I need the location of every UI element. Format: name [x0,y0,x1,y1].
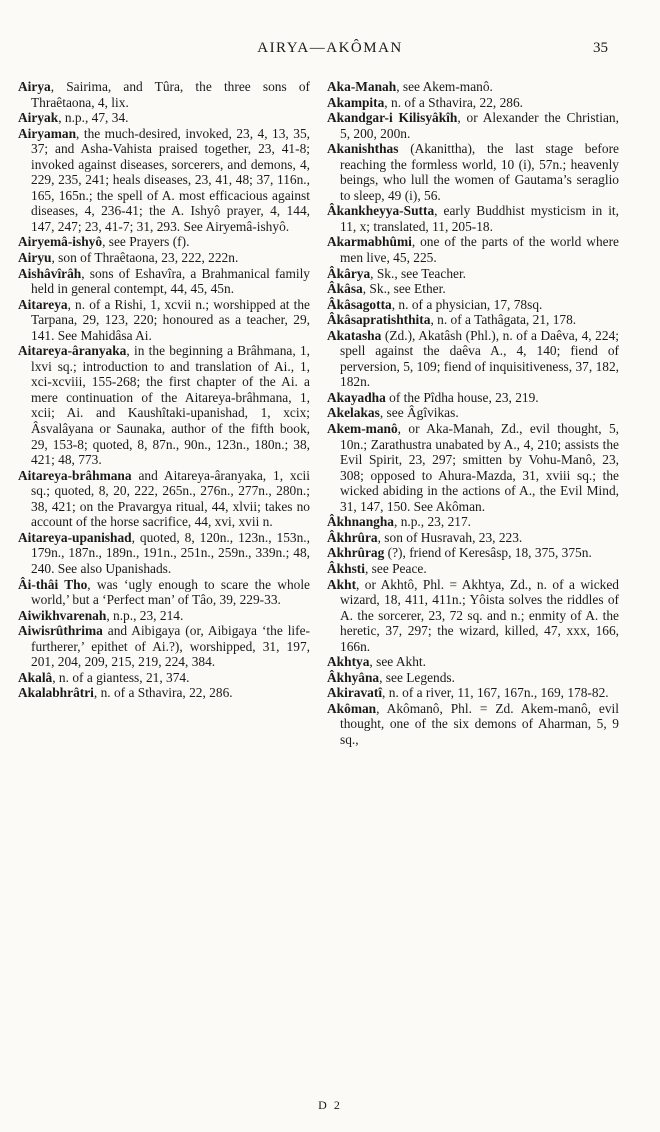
entry-headword: Âkâsa [327,281,363,297]
entry-headword: Âi-thâi Tho [18,576,88,592]
entry-headword: Âkârya [327,265,371,281]
entry-text: , n.p., 23, 217. [394,514,471,530]
entry-headword: Aishâvîrâh [18,265,82,281]
entry-text: , n. of a river, 11, 167, 167n., 169, 178-82. [382,685,609,701]
index-entry [18,250,310,266]
entry-headword: Akalâ [18,669,53,685]
entry-headword: Âkankheyya-Sutta [327,203,435,219]
entry-headword: Aitareya-âranyaka [18,343,127,359]
entry-text: , or Alexander the Christian, 5, 200, 200n. [340,110,619,141]
entry-text: , n.p., 47, 34. [58,110,129,126]
index-entry [327,390,619,406]
entry-headword: Akht [327,576,357,592]
entry-text: , n. of a Tathâgata, 21, 178. [430,312,577,328]
entry-headword: Akhtya [327,654,370,670]
index-entry [327,561,619,577]
entry-headword: Aka-Manah [327,79,397,94]
entry-headword: Âkhnangha [327,514,394,530]
entry-text: , Sk., see Teacher. [370,265,467,281]
entry-text: , son of Thraêtaona, 23, 222, 222n. [51,250,239,266]
entry-text: , one of the parts of the world where men live, 45, 225. [340,234,619,266]
entry-text: , Sk., see Ether. [362,281,446,297]
index-entry [327,95,619,111]
entry-text: , n. of a Rishi, 1, xcvii n.; worshipped at the Tarpana, 29, 123, 220; honoured as a teacher, 29, 141. See Mahidâsa Ai. [31,296,310,343]
entry-text: , quoted, 8, 120n., 123n., 153n., 179n., 187n., 189n., 191n., 251n., 259n., 339n.; 48, 240. See also Upanishads. [31,529,310,576]
index-entry [327,141,619,203]
entry-text: , see Peace. [364,560,427,576]
entry-headword: Airyemâ-ishyô [18,234,103,250]
entry-text: , son of Husravah, 23, 223. [377,529,523,545]
index-entry [327,266,619,282]
left-column [18,79,310,701]
entry-headword: Âkhsti [327,560,365,576]
page-number: 35 [593,40,608,56]
entry-text: (Zd.), Akatâsh (Phl.), n. of a Daêva, 4, 224; spell against the daêva A., 4, 140; fiend of perversion, 5, 109; fiend of inquisitiveness, 37, 182, 182n. [340,327,619,390]
index-entry [327,701,619,748]
entry-headword: Akalabhrâtri [18,685,94,701]
index-entry [327,577,619,655]
entry-headword: Aitareya-brâhmana [18,467,132,483]
entry-text: (Akanittha), the last stage before reaching the formless world, 10 (i), 57n.; heavenly beings, who lull the women of Gautama’s seraglio to sleep, 49 (i), 56. [340,141,619,203]
index-entry [327,328,619,390]
entry-headword: Akanishthas [327,141,399,157]
entry-text: , see Âgîvikas. [379,405,459,421]
entry-headword: Âkâsapratishthita [327,312,431,328]
entry-headword: Aitareya [18,296,68,312]
entry-text: , sons of Eshavîra, a Brahmanical family held in general contempt, 44, 45, 45n. [31,265,310,297]
right-column [327,79,619,748]
index-entry [327,421,619,514]
entry-text: , n. of a Sthavira, 22, 286. [93,685,233,701]
entry-headword: Âkhrûra [327,529,378,545]
entry-text: , n. of a giantess, 21, 374. [52,669,190,685]
entry-text: and Aitareya-âranyaka, 1, xcii sq.; quoted, 8, 20, 222, 265n., 276n., 277n., 280n.; 38, 421; on the Pravargya ritual, 44, xlvii; takes no account of the horse sacrifice, 44, xvi, xvii n. [31,467,310,530]
index-entry [327,654,619,670]
entry-text: , n. of a physician, 17, 78sq. [391,296,543,312]
entry-headword: Akhrûrag [327,545,385,561]
index-entry [327,110,619,141]
index-entry [18,623,310,670]
entry-text: , in the beginning a Brâhmana, 1, lxvi sq.; introduction to and translation of Ai., 1, xci-xcviii, 155-268; the first chapter of the Ai. a mere continuation of the Aitareya-brâhmana, 1, xcii; Ai. and Kaushîtaki-upanishad, 1, xcix; Âsvalâyana or Saunaka, author of the fifth book, 29, 153-8; quoted, 8, 87n., 90n., 123n., 180n.; 38, 421; 48, 773. [31,343,310,468]
entry-text: and Aibigaya (or, Aibigaya ‘the life-furtherer,’ epithet of Ai.?), worshipped, 31, 197, 201, 204, 209, 215, 219, 224, 384. [31,623,310,670]
index-entry [18,468,310,530]
entry-text: , n.p., 23, 214. [106,607,184,623]
entry-headword: Aiwisrûthrima [18,623,103,639]
index-entry [327,685,619,701]
index-entry [18,577,310,608]
index-entry [327,514,619,530]
index-entry [18,266,310,297]
entry-headword: Akampita [327,94,385,110]
signature-mark: D 2 [318,1098,342,1112]
entry-text: , the much-desired, invoked, 23, 4, 13, 35, 37; and Asha-Vahista praised together, 23, 41-8; invoked against diseases, sorcerers, and demons, 4, 229, 235, 241; heals diseases, 23, 41, 48; 37, 116n., 165, 165n.; the spell of A. most efficacious against diseases, 4, 236-41; the A. Ishyô prayer, 4, 144, 147, 247; 23, 41-7; 31, 293. See Airyemâ-ishyô. [31,125,310,234]
entry-headword: Airyu [18,250,52,266]
entry-headword: Akelakas [327,405,380,421]
entry-headword: Airyaman [18,125,77,141]
entry-headword: Aitareya-upanishad [18,529,132,545]
index-entry [327,297,619,313]
entry-headword: Airya [18,79,51,94]
index-entry [327,670,619,686]
entry-headword: Akatasha [327,327,382,343]
entry-headword: Âkhyâna [327,669,380,685]
entry-text: , Sairima, and Tûra, the three sons of Thraêtaona, 4, lix. [31,79,310,110]
running-head [0,40,660,60]
entry-text: , see Akht. [369,654,426,670]
index-entry [327,281,619,297]
index-entry [327,203,619,234]
entry-text: , was ‘ugly enough to scare the whole world,’ but a ‘Perfect man’ of Tâo, 39, 229-33. [31,576,310,608]
index-entry [18,79,310,110]
index-entry [327,405,619,421]
entry-text: (?), friend of Keresâsp, 18, 375, 375n. [384,545,592,561]
entry-text: of the Pîdha house, 23, 219. [385,389,539,405]
index-entry [327,312,619,328]
index-entry [18,608,310,624]
entry-text: , n. of a Sthavira, 22, 286. [384,94,524,110]
entry-headword: Âkâsagotta [327,296,392,312]
index-entry [327,530,619,546]
entry-text: , see Prayers (f). [102,234,190,250]
index-entry [18,530,310,577]
entry-headword: Aiwikhvarenah [18,607,107,623]
entry-headword: Akiravatî [327,685,383,701]
index-entry [327,545,619,561]
entry-text: , or Akhtô, Phl. = Akhtya, Zd., n. of a wicked wizard, 18, 411, 411n.; Yôista solves the riddles of A. the sorcerer, 23, 72 sq. and n.; enmity of A. the heretic, 37, 297; the wizard, killed, 47, xxx, 166, 166n. [340,576,619,654]
entry-text: , see Legends. [379,669,455,685]
index-entry [327,79,619,95]
index-entry [18,685,310,701]
running-title: AIRYA—AKÔMAN [257,40,403,56]
entry-text: , early Buddhist mysticism in it, 11, x; translated, 11, 205-18. [340,203,619,234]
entry-headword: Akayadha [327,389,386,405]
entry-text: , Akômanô, Phl. = Zd. Akem-manô, evil thought, one of the six demons of Aharman, 5, 9 sq., [340,700,619,747]
entry-headword: Akandgar-i Kilisyâkîh [327,110,458,126]
index-entry [18,110,310,126]
entry-headword: Akarmabhûmi [327,234,412,250]
entry-text: , see Akem-manô. [396,79,493,94]
index-entry [18,126,310,235]
index-entry [18,297,310,344]
entry-headword: Akem-manô [327,421,398,437]
entry-headword: Akôman [327,700,377,716]
index-entry [18,234,310,250]
index-entry [18,670,310,686]
entry-text: , or Aka-Manah, Zd., evil thought, 5, 10n.; Zarathustra unabated by A., 4, 210; assists the Evil Spirit, 23, 297; smitten by Vohu-Manô, 23, 308; opposed to Ahura-Mazda, 31, xviii sq.; the wicked abiding in the actions of A., the Evil Mind, 31, 147, 150. See Akôman. [340,421,619,514]
index-entry [18,343,310,467]
index-entry [327,234,619,265]
entry-headword: Airyak [18,110,59,126]
